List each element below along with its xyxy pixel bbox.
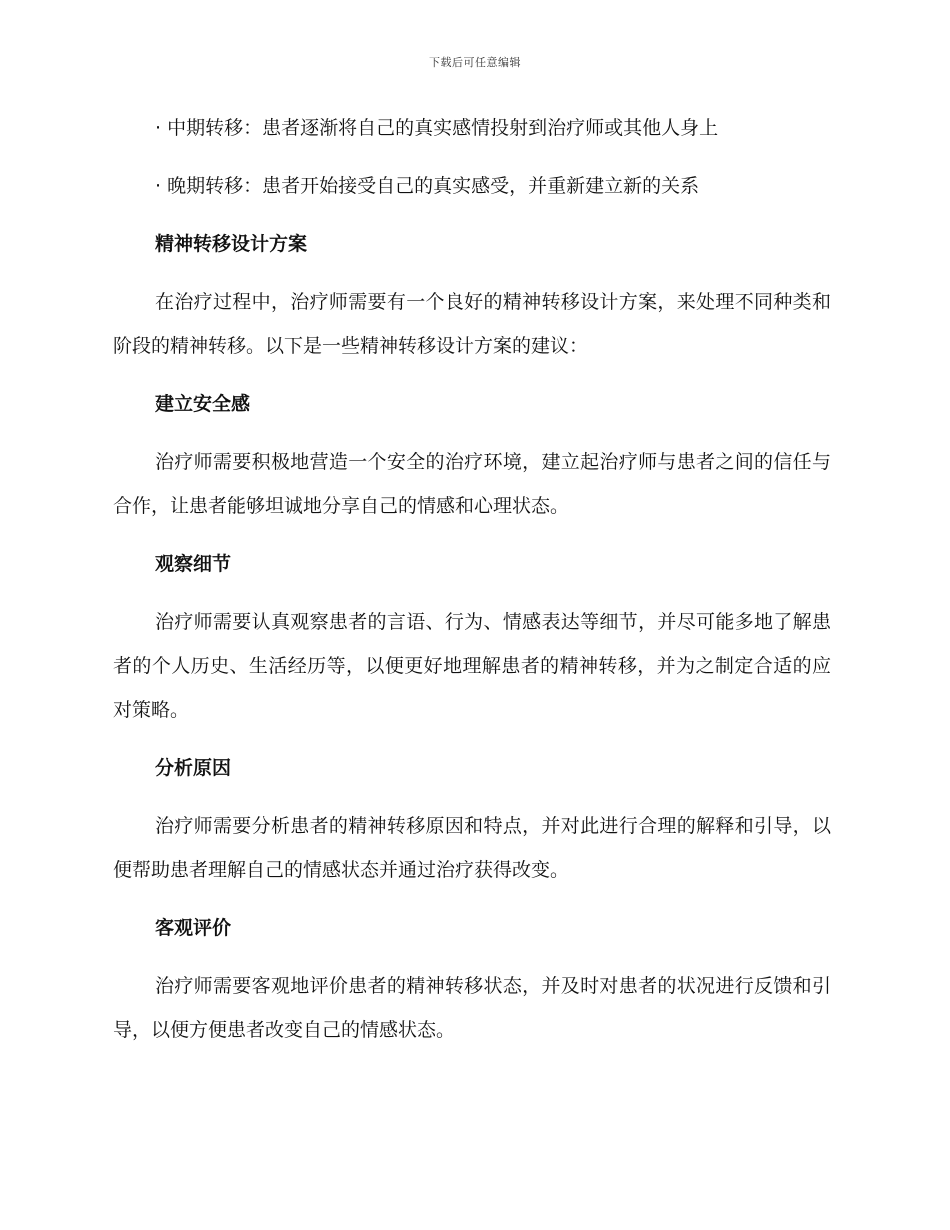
paragraph-safety: 治疗师需要积极地营造一个安全的治疗环境，建立起治疗师与患者之间的信任与合作，让患者能够坦诚地分享自己的情感和心理状态。 (113, 451, 831, 517)
intro-paragraph: 在治疗过程中，治疗师需要有一个良好的精神转移设计方案，来处理不同种类和阶段的精神转移。以下是一些精神转移设计方案的建议： (113, 291, 831, 357)
section-heading-analyze: 分析原因 (155, 757, 232, 779)
section-heading-observe: 观察细节 (155, 553, 232, 575)
bullet-late-transfer: · 晚期转移：患者开始接受自己的真实感受，并重新建立新的关系 (155, 175, 700, 197)
bullet-mid-transfer: · 中期转移：患者逐渐将自己的真实感情投射到治疗师或其他人身上 (155, 117, 719, 139)
paragraph-analyze: 治疗师需要分析患者的精神转移原因和特点，并对此进行合理的解释和引导，以便帮助患者理解自己的情感状态并通过治疗获得改变。 (113, 815, 831, 881)
paragraph-observe: 治疗师需要认真观察患者的言语、行为、情感表达等细节，并尽可能多地了解患者的个人历史、生活经历等，以便更好地理解患者的精神转移，并为之制定合适的应对策略。 (113, 611, 831, 721)
document-body (113, 110, 831, 1070)
section-heading-design-plan: 精神转移设计方案 (155, 233, 308, 255)
paragraph-evaluate: 治疗师需要客观地评价患者的精神转移状态，并及时对患者的状况进行反馈和引导，以便方便患者改变自己的情感状态。 (113, 975, 831, 1041)
header-note: 下载后可任意编辑 (429, 56, 521, 69)
section-heading-safety: 建立安全感 (155, 393, 251, 415)
section-heading-evaluate: 客观评价 (155, 917, 232, 939)
